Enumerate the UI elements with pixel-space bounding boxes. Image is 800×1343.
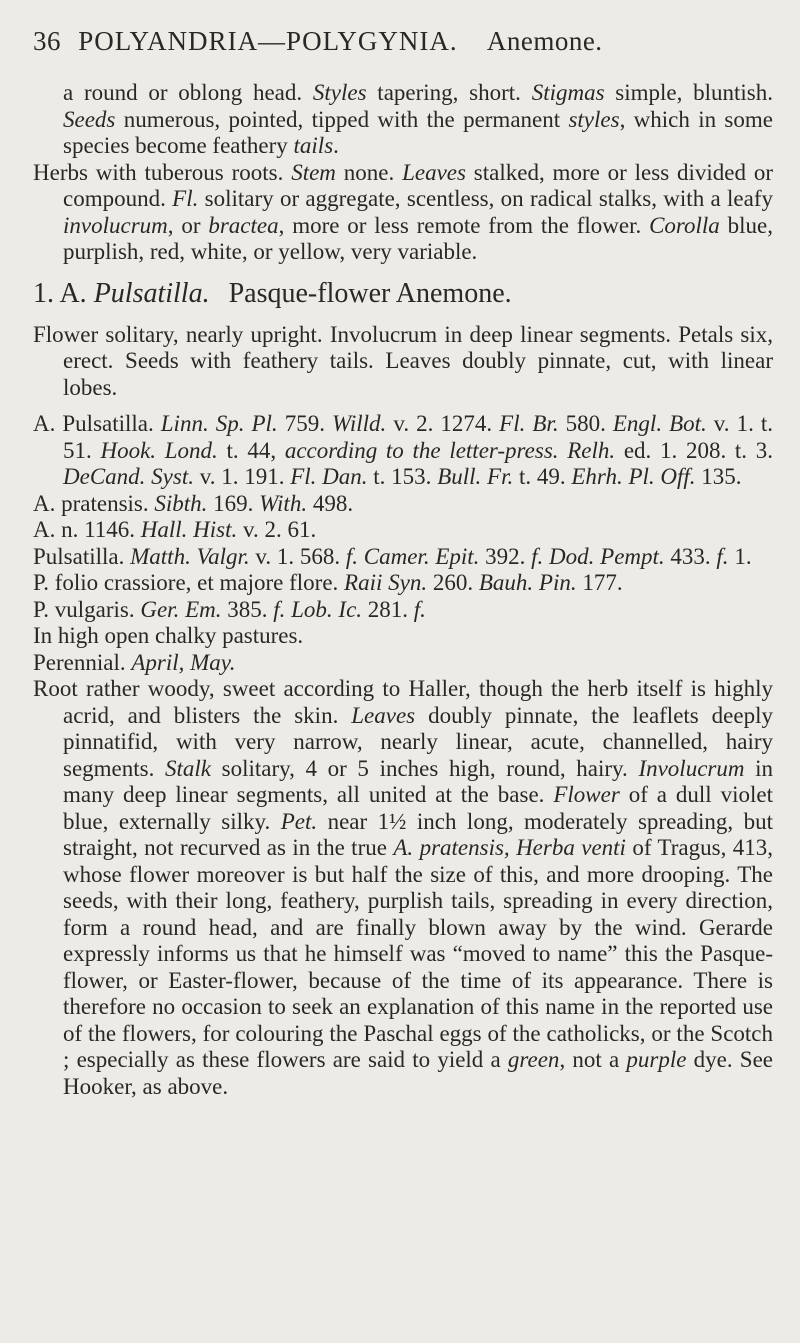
text-run: 498. [307, 490, 354, 516]
italic-text: purple [626, 1047, 687, 1072]
italic-text: Fl. Br. [499, 411, 559, 436]
text-run: stalked, more or less divided or compound. [63, 159, 774, 211]
italic-text: bractea [208, 212, 279, 238]
italic-text: styles [568, 106, 620, 132]
text-run: simple, bluntish. [604, 80, 774, 105]
text-run: 169. [207, 490, 260, 516]
italic-text: Stem [291, 159, 336, 185]
text-run: 433. [664, 543, 717, 569]
italic-text: Stigmas [531, 80, 605, 105]
running-header [33, 26, 780, 57]
text-run: , which in some species become feathery [63, 106, 773, 158]
text-run: 759. [277, 411, 332, 436]
italic-text: Dod. Pempt. [549, 543, 665, 569]
text-run: Root rather woody, sweet according to Haller, though the herb itself is highly acrid, and blisters the skin. [33, 676, 773, 728]
running-title: POLYANDRIA—POLYGYNIA. [78, 26, 458, 56]
italic-text: Bull. Fr. [437, 464, 514, 489]
text-run: 385. [221, 596, 274, 622]
species-description [33, 676, 773, 1100]
text-run: 1. [728, 543, 752, 569]
text-run: v. 1. 191. [193, 464, 291, 489]
italic-text: f. [413, 596, 426, 622]
italic-text: Lob. Ic. [291, 596, 363, 622]
synonym-entry [33, 491, 773, 518]
text-run: v. 1. 568. [249, 543, 346, 569]
species-heading [33, 278, 773, 310]
text-run: t. 49. [513, 464, 572, 489]
text-run: 392. [479, 543, 532, 569]
text-run: t. 44, [217, 437, 285, 463]
italic-text: Ger. Em. [140, 596, 222, 622]
italic-text: Involucrum [638, 755, 745, 781]
text-run [559, 438, 568, 463]
italic-text: Bauh. Pin. [478, 570, 577, 595]
text-run: dye. See Hooker, as above. [63, 1047, 773, 1099]
genus-description-continued [33, 80, 773, 160]
text-run: t. 153. [367, 464, 438, 489]
text-run: doubly pinnate, the leaflets deeply pinnatifid, with very narrow, nearly linear, acute, channelled, hairy segments. [63, 702, 773, 781]
italic-text: Engl. Bot. [612, 411, 707, 436]
italic-text: f. [273, 596, 286, 622]
italic-text: involucrum [63, 212, 168, 238]
italic-text: A. pratensis, Herba venti [393, 835, 626, 860]
italic-text: With. [259, 490, 308, 516]
text-run: v. 2. 1274. [386, 411, 500, 436]
italic-text: Sibth. [154, 490, 208, 516]
genus-habit-paragraph [33, 160, 773, 266]
italic-text: April, May. [131, 649, 236, 675]
species-latin-name: Pulsatilla. [93, 277, 210, 309]
text-run: near 1½ inch long, moderately spreading, but straight, not recurved as in the true [63, 808, 774, 860]
text-run: solitary, 4 or 5 inches high, round, hairy. [210, 755, 639, 781]
text-run: Flower solitary, nearly upright. Involucrum in deep linear segments. Petals six, erect. Seeds with feathery tails. Leaves doubly pinnate, cut, with linear lobes. [33, 321, 773, 400]
italic-text: Linn. Sp. Pl. [160, 411, 278, 436]
text-run: P. vulgaris. [33, 596, 141, 622]
page-body [33, 80, 773, 1100]
text-run: 260. [427, 570, 479, 595]
italic-text: Styles [312, 80, 367, 105]
italic-text: Corolla [649, 212, 720, 238]
italic-text: Matth. Valgr. [130, 543, 250, 569]
text-run: a round or oblong head. [63, 80, 313, 105]
italic-text: green [507, 1047, 560, 1072]
synonym-entry [33, 517, 773, 544]
header-genus: Anemone. [486, 26, 603, 56]
text-run: tapering, short. [366, 80, 532, 105]
text-run: P. folio crassiore, et majore flore. [33, 570, 345, 595]
italic-text: Ehrh. Pl. Off. [571, 464, 696, 489]
italic-text: Leaves [402, 159, 466, 185]
page-number: 36 [33, 26, 61, 56]
text-run: Herbs with tuberous roots. [33, 159, 292, 185]
duration-flowering [33, 650, 773, 677]
italic-text: according to the letter-press. [284, 437, 559, 463]
text-run: , not a [559, 1047, 627, 1072]
italic-text: Leaves [351, 702, 416, 728]
italic-text: Raii Syn. [344, 570, 428, 595]
species-diagnosis [33, 322, 773, 402]
italic-text: Fl. [172, 186, 199, 211]
italic-text: Seeds [63, 106, 116, 132]
italic-text: f. [345, 543, 359, 569]
text-run: 281. [362, 596, 414, 622]
italic-text: Camer. Epit. [363, 543, 480, 569]
italic-text: f. [716, 543, 729, 569]
text-run: v. 1. t. 51. [63, 411, 773, 463]
text-run: A. pratensis. [33, 490, 155, 516]
text-run: of Tragus, 413, whose flower moreover is but half the size of this, and more drooping. The seeds, with their long, feathery, purplish tails, spreading in every direction, form a round head, and are finally blown away by the wind. Gerarde expressly informs us that he himself was “moved to name” this the Pasque-flower, or Easter-flower, because of the time of its appearance. There is therefore no occasion to seek an explanation of this name in the reported use of the flowers, for colouring the Paschal eggs of the catholicks, or the Scotch ; especially as these flowers are said to yield a [63, 835, 773, 1072]
synonym-entry [33, 411, 773, 491]
text-run: v. 2. 61. [237, 517, 317, 542]
text-run: , more or less remote from the flower. [278, 212, 650, 238]
species-number: 1. A. [33, 277, 87, 309]
text-run: ed. 1. 208. t. 3. [615, 437, 774, 463]
italic-text: Hall. Hist. [140, 517, 238, 542]
text-run: Perennial. [33, 649, 132, 675]
text-run: solitary or aggregate, scentless, on radical stalks, with a leafy [198, 186, 773, 211]
synonym-entry [33, 544, 773, 571]
italic-text: Willd. [331, 411, 387, 436]
text-run: A. Pulsatilla. [33, 411, 161, 436]
text-run: 177. [576, 570, 623, 595]
text-run: A. n. 1146. [33, 517, 141, 542]
species-common-name: Pasque-flower Anemone. [228, 277, 512, 309]
text-run: In high open chalky pastures. [33, 623, 304, 648]
text-run: blue, purplish, red, white, or yellow, very variable. [63, 212, 773, 264]
italic-text: Stalk [164, 755, 211, 781]
italic-text: Flower [553, 782, 620, 807]
text-run: Pulsatilla. [33, 543, 131, 569]
italic-text: DeCand. Syst. [63, 464, 194, 489]
text-run: none. [335, 159, 403, 185]
text-run: . [333, 133, 339, 158]
italic-text: Hook. Lond. [100, 437, 218, 463]
text-run: numerous, pointed, tipped with the permanent [115, 106, 569, 132]
italic-text: Fl. Dan. [290, 464, 368, 489]
text-run: 580. [558, 411, 613, 436]
synonym-entry [33, 597, 773, 624]
italic-text: tails [293, 133, 334, 158]
text-run: 135. [695, 464, 742, 489]
habitat [33, 623, 773, 650]
synonym-entry [33, 570, 773, 597]
text-run: in many deep linear segments, all united at the base. [63, 755, 773, 807]
text-run: of a dull violet blue, externally silky. [63, 782, 774, 834]
text-run: , or [167, 212, 209, 238]
synonym-list [33, 411, 773, 623]
italic-text: Relh. [567, 437, 616, 463]
italic-text: f. [531, 543, 544, 569]
italic-text: Pet. [280, 808, 318, 834]
